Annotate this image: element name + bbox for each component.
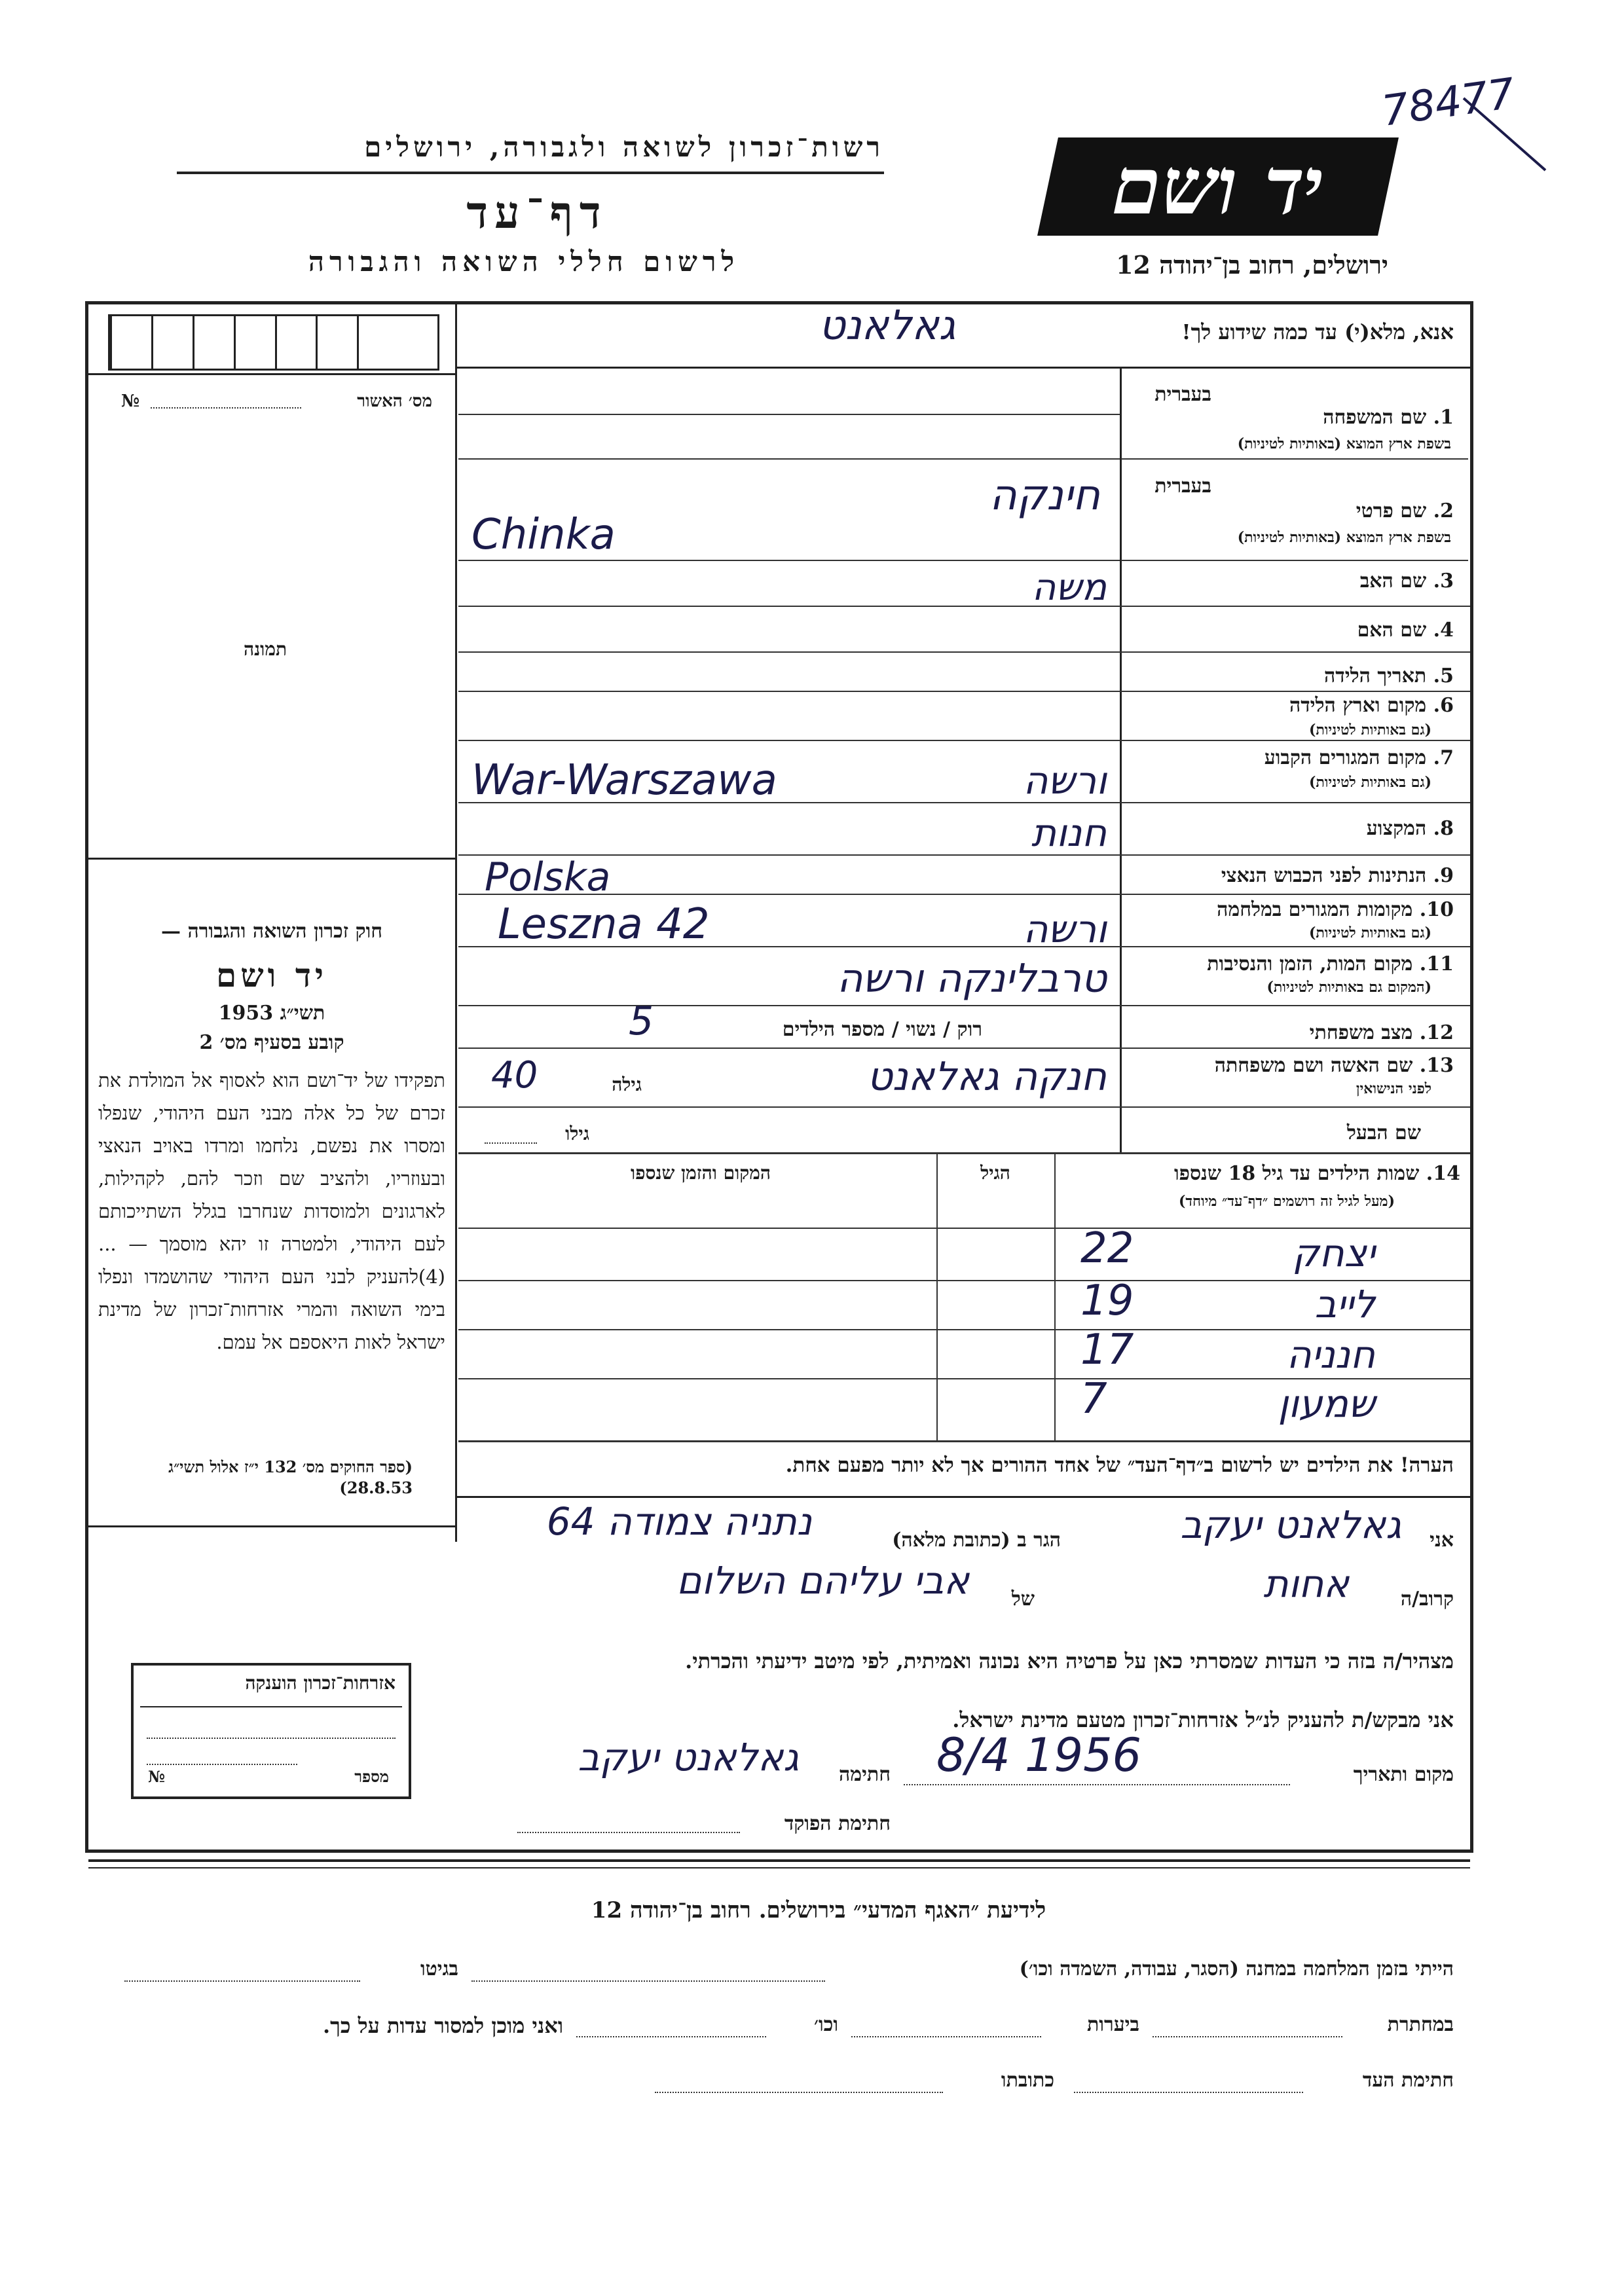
child-1-age[interactable]: 22 (1080, 1224, 1134, 1273)
child-3-name[interactable]: חנניה (1286, 1332, 1375, 1377)
approval-no-sign: № (121, 392, 140, 411)
children-remark: הערה! את הילדים יש לרשום ב״דף־העד״ של אחד ההורים אך לא יותר מפעם אחת. (785, 1453, 1454, 1477)
officer-signature-line[interactable] (517, 1832, 740, 1833)
declaration-request: אני מבקש/ת להעניק לנ״ל אזרחות־זכרון מטעם מדינת ישראל. (952, 1707, 1454, 1732)
label-column-divider (1120, 368, 1122, 1154)
field-13-label: 13. שם האשה ושם משפחתה (1214, 1054, 1454, 1077)
ghetto-line[interactable] (124, 1980, 360, 1982)
approval-number-line[interactable] (151, 407, 301, 409)
forests-label: ביערות (1086, 2013, 1139, 2036)
field-1-sublabel: בשפת ארץ המוצא (באותיות לטיניות) (1237, 435, 1451, 452)
ghetto-label: בגיטו (420, 1958, 458, 1980)
witness-address-line[interactable] (655, 2092, 943, 2093)
law-box-bottom (88, 1525, 456, 1527)
photo-label: תמונה (243, 638, 287, 660)
wife-name-value[interactable]: חנקה גאלאנט (866, 1054, 1107, 1100)
children-place-header: המקום והזמן שנספו (631, 1162, 771, 1184)
place-date-label: מקום ותאריך (1353, 1763, 1454, 1786)
children-note: (מעל לגיל זה רושמים ״דף־עד״ מיוחד) (1178, 1193, 1395, 1210)
field-1-label: 1. שם המשפחה (1323, 406, 1454, 429)
relative-label: קרוב/ה (1400, 1588, 1454, 1611)
org-underline (177, 172, 884, 174)
citizenship-number-label: מספר (354, 1767, 389, 1786)
children-col-divider-2 (1054, 1154, 1056, 1442)
children-col-divider-1 (936, 1154, 938, 1442)
wartime-camp-line[interactable] (471, 1980, 825, 1982)
child-4-name[interactable]: שמעון (1278, 1381, 1375, 1426)
field-4-label: 4. שם האם (1357, 619, 1454, 642)
resides-at-label: הגר ב (כתובת מלאה) (892, 1529, 1061, 1552)
child-1-name[interactable]: יצחק (1292, 1231, 1375, 1275)
approval-number-label: מס׳ האשור (357, 392, 432, 411)
relation-value[interactable]: אחות (1263, 1561, 1349, 1606)
signature-label: חתימה (839, 1763, 891, 1786)
field-13-sublabel: לפני הנישואין (1356, 1080, 1431, 1097)
code-boxes (108, 314, 439, 371)
wife-age-value[interactable]: 40 (491, 1054, 538, 1097)
declarant-name-value[interactable]: גאלאנט יעקב (1180, 1503, 1401, 1547)
of-value[interactable]: אבי עליהם השלום (676, 1558, 969, 1603)
bottom-separator (88, 1859, 1470, 1862)
child-2-name[interactable]: לייב (1314, 1282, 1375, 1326)
declaration-ani: אני (1430, 1529, 1454, 1552)
field-7-label: 7. מקום המגורים הקבוע (1264, 746, 1454, 769)
residence-latin-value[interactable]: War-Warszawa (471, 756, 777, 805)
field-10-label: 10. מקומות המגורים במלחמה (1217, 898, 1454, 921)
signature-value[interactable]: גאלאנט יעקב (578, 1735, 799, 1779)
field-11-label: 11. מקום המות, הזמן והנסיבות (1207, 953, 1454, 975)
yad-vashem-logo: יד ושם (1037, 137, 1399, 236)
field-6-sublabel: (גם באותיות לטיניות) (1308, 721, 1431, 738)
witness-address-label: כתובתו (1001, 2069, 1054, 2092)
residence-hebrew-value[interactable]: ורשה (1023, 758, 1107, 803)
nationality-value[interactable]: Polska (485, 854, 611, 900)
citizenship-title: אזרחות־זכרון הוענקה (245, 1672, 396, 1694)
field-2-label: 2. שם פרטי (1356, 500, 1454, 522)
left-top-rule (88, 373, 456, 375)
first-name-hebrew-value[interactable]: חינקה (989, 471, 1100, 520)
field-2-sublabel: בשפת ארץ המוצא (באותיות לטיניות) (1237, 529, 1451, 546)
field-8-label: 8. המקצוע (1366, 817, 1454, 840)
corner-mark: 78477 (1378, 69, 1518, 136)
child-2-age[interactable]: 19 (1080, 1277, 1134, 1325)
in-hebrew-label-2: בעברית (1154, 475, 1211, 498)
underground-label: במחתרת (1387, 2013, 1454, 2036)
witness-signature-line[interactable] (1074, 2092, 1303, 2093)
remark-rule (456, 1496, 1470, 1498)
law-year: תשי״ג 1953 (218, 1002, 325, 1025)
child-4-age[interactable]: 7 (1080, 1375, 1107, 1423)
field-3-label: 3. שם האב (1359, 570, 1454, 592)
citizenship-box (131, 1663, 411, 1799)
field-6-label: 6. מקום וארץ הלידה (1289, 694, 1454, 717)
org-line: רשות־זכרון לשואה ולגבורה, ירושלים (364, 131, 884, 163)
law-text: תפקידו של יד־ושם הוא לאסוף אל המולדת את זכרם של כל אלה מבני העם היהודי, שנפלו ומסרו את נפשם, נלחמו ומרדו באויב הנאצי ובעוזריו, ולהציב שם וזכר להם, לקהילות, לארגונים ולמוסדות שנחרבו בגלל השתייכותם לעם היהודי, ולמטרה זו יהא מוסמך — ...(4)להעניק לבני העם היהודי שהושמדו ונפלו בימי השואה והמרי אזרחות־זכרון של מדינת ישראל לאות היאספם אל עמם. (98, 1069, 445, 1353)
officer-signature-label: חתימת הפוקד (784, 1812, 891, 1835)
wartime-residence-hebrew-value[interactable]: ורשה (1023, 907, 1107, 951)
field-12-label: 12. מצב משפחתי (1309, 1021, 1454, 1044)
death-place-value[interactable]: טרבלינקה ורשה (837, 956, 1107, 1002)
corner-stroke-icon (1460, 92, 1552, 177)
family-name-handwritten: גאלאנט (819, 301, 956, 349)
field-7-sublabel: (גם באותיות לטיניות) (1308, 774, 1431, 791)
bottom-separator-thin (88, 1867, 1470, 1868)
in-hebrew-label-1: בעברית (1154, 383, 1211, 406)
wartime-camp-label: הייתי בזמן המלחמה במחנה (הסגר, עבודה, השמדה וכו׳) (1019, 1958, 1454, 1980)
law-name: יד ושם (216, 956, 327, 994)
left-column-divider (455, 304, 457, 1542)
scientific-dept-notice: לידיעת ״האגף המדעי״ בירושלים. רחוב בן־יהודה 12 (591, 1897, 1046, 1923)
form-subtitle: לרשום חללי השואה והגבורה (308, 246, 740, 278)
child-3-age[interactable]: 17 (1080, 1326, 1134, 1374)
etc-label: וכו׳ (814, 2013, 838, 2036)
law-footnote: (ספר החוקים מס׳ 132 י״ז אלול תשי״ג 28.8.53) (168, 1457, 413, 1497)
law-title: חוק זכרון השואה והגבורה — (161, 920, 382, 943)
husband-name-label: שם הבעל (1346, 1121, 1421, 1144)
testimony-willing: ואני מוכן למסור עדות על כך. (322, 2013, 563, 2038)
first-name-latin-value[interactable]: Chinka (471, 511, 616, 559)
field-10-sublabel: (גם באותיות לטיניות) (1308, 924, 1431, 941)
husband-age-line[interactable] (485, 1142, 537, 1144)
father-name-value[interactable]: משה (1031, 566, 1107, 609)
declaration-statement: מצהיר/ה בזה כי העדות שמסרתי כאן על פרטיה היא נכונה ואמיתית, לפי מיטב ידיעתי והכרתי. (685, 1649, 1454, 1673)
children-title: 14. שמות הילדים עד גיל 18 שנספו (1173, 1162, 1460, 1185)
field-11-sublabel: (המקום גם באותיות לטיניות) (1266, 979, 1431, 996)
forests-line[interactable] (851, 2036, 1041, 2037)
marital-status-options: רוק / נשוי / מספר הילדים (782, 1018, 982, 1041)
underground-line[interactable] (1153, 2036, 1342, 2037)
citizenship-no-sign: № (148, 1767, 166, 1786)
place-date-line[interactable] (904, 1784, 1290, 1785)
address-value[interactable]: נתניה צמודה 64 (546, 1499, 812, 1544)
wartime-residence-latin-value[interactable]: Leszna 42 (498, 900, 710, 949)
of-label: של (1011, 1588, 1035, 1611)
date-value[interactable]: 8/4 1956 (936, 1728, 1142, 1782)
children-count-value[interactable]: 5 (629, 998, 654, 1044)
field-5-label: 5. תאריך הלידה (1324, 665, 1454, 687)
address: ירושלים, רחוב בן־יהודה 12 (1116, 250, 1388, 280)
form-title: דף־עד (466, 187, 608, 239)
field-9-label: 9. הנתינות לפני הכבוש הנאצי (1221, 864, 1454, 887)
request-row-rule (456, 367, 1470, 369)
husband-age-label: גילו (565, 1123, 589, 1144)
children-age-header: הגיל (980, 1162, 1010, 1184)
law-clause: קובע בסעיף מס׳ 2 (199, 1031, 344, 1054)
occupation-value[interactable]: חנות (1031, 811, 1107, 855)
photo-box-bottom (88, 858, 456, 860)
request-line: אנא, מלא(י) עד כמה שידוע לך! (1181, 319, 1454, 344)
witness-signature-label: חתימת העד (1362, 2069, 1454, 2092)
etc-line[interactable] (576, 2036, 766, 2037)
wife-age-label: גילה (612, 1074, 642, 1095)
